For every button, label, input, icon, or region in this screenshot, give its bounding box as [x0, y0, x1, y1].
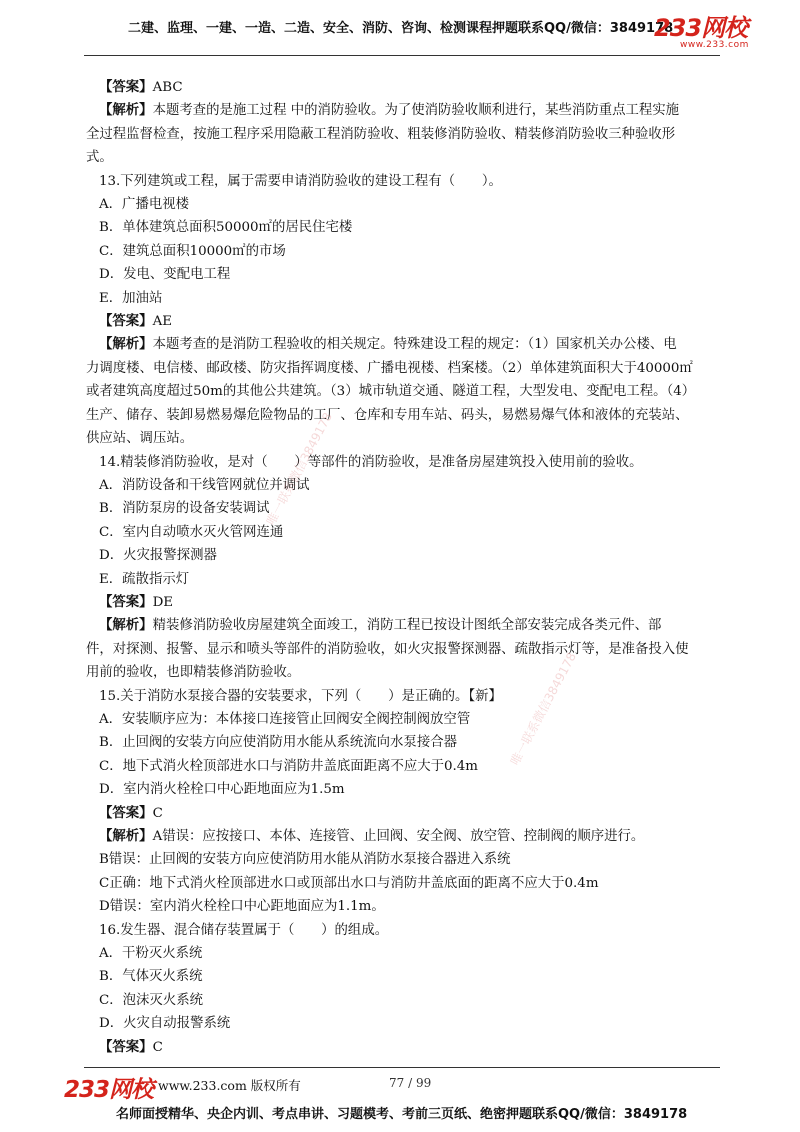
answer-line	[86, 333, 726, 356]
question-line: B．消防泵房的设备安装调试	[99, 501, 270, 517]
brand-logo-url: www.233.com	[680, 40, 749, 50]
line-text: AE	[152, 314, 173, 330]
line-tag: 【答案】	[99, 1038, 153, 1055]
line-text: 本题考查的是施工过程 中的消防验收。为了使消防验收顺利进行，某些消防重点工程实施	[152, 103, 680, 119]
header-divider	[84, 55, 720, 56]
header-contact-text: 二建、监理、一建、一造、二造、安全、消防、咨询、检测课程押题联系QQ/微信：3849178	[128, 21, 674, 36]
line-text: 精装修消防验收房屋建筑全面竣工，消防工程已按设计图纸全部安装完成各类元件、部	[152, 618, 662, 634]
line-tag: 【解析】	[99, 102, 153, 119]
question-line: C正确：地下式消火栓顶部进水口或顶部出水口与消防井盖底面的距离不应大于0.4m	[99, 875, 599, 891]
line-tag: 【解析】	[99, 617, 153, 634]
line-text: DE	[152, 594, 174, 610]
question-line: C．建筑总面积10000㎡的市场	[99, 243, 286, 259]
answer-line	[86, 1036, 726, 1059]
watermark: 唯一联系微信3849178	[507, 650, 580, 768]
footer-promo-text: 名师面授精华、央企内训、考点串讲、习题模考、考前三页纸、绝密押题联系QQ/微信：3849178	[116, 1107, 688, 1122]
line-text: C	[152, 1039, 163, 1055]
question-line: C．泡沫灭火系统	[99, 992, 203, 1008]
line-text: A错误：应按接口、本体、连接管、止回阀、安全阀、放空管、控制阀的顺序进行。	[152, 829, 645, 844]
question-line: A．干粉灭火系统	[99, 946, 203, 962]
answer-line	[86, 802, 726, 825]
line-text: C	[152, 805, 163, 821]
question-line: D错误：室内消火栓栓口中心距地面应为1.1m。	[99, 899, 385, 915]
paragraph-line: 或者建筑高度超过50m的其他公共建筑。（3）城市轨道交通、隧道工程，大型发电、变配电工程。（4）	[86, 384, 696, 400]
paragraph-line: 用前的验收，也即精装修消防验收。	[86, 665, 301, 681]
answer-line	[86, 99, 726, 122]
watermark: 唯一联系微信3849178	[263, 410, 336, 528]
page-header	[0, 0, 800, 58]
answer-line	[86, 591, 726, 614]
question-line: A．安装顺序应为：本体接口连接管止回阀安全阀控制阀放空管	[99, 711, 471, 727]
footer-copyright: www.233.com 版权所有	[158, 1078, 301, 1093]
line-tag: 【答案】	[99, 79, 153, 95]
paragraph-line: 件，对探测、报警、显示和喷头等部件的消防验收，如火灾报警探测器、疏散指示灯等，是准备投入使	[86, 641, 689, 657]
footer-divider	[84, 1067, 720, 1068]
question-line: D．火灾报警探测器	[99, 548, 217, 564]
question-line: A．消防设备和干线管网就位并调试	[99, 477, 310, 493]
question-line: D．室内消火栓栓口中心距地面应为1.5m	[99, 782, 345, 798]
answer-line	[86, 614, 726, 637]
question-line: B．气体灭火系统	[99, 969, 203, 985]
paragraph-line: 力调度楼、电信楼、邮政楼、防灾指挥调度楼、广播电视楼、档案楼。（2）单体建筑面积大于40000㎡	[86, 360, 693, 376]
question-line: C．地下式消火栓顶部进水口与消防井盖底面距离不应大于0.4m	[99, 758, 479, 774]
line-tag: 【答案】	[99, 804, 153, 821]
paragraph-line: 式。	[86, 150, 113, 166]
footer-logo: 233网校	[64, 1077, 154, 1103]
answer-line	[86, 76, 726, 99]
question-line: E．加油站	[99, 290, 163, 306]
line-tag: 【答案】	[99, 313, 153, 330]
line-text: ABC	[152, 80, 183, 95]
question-line: A．广播电视楼	[99, 197, 190, 213]
document-body	[86, 76, 726, 1059]
question-line: B．止回阀的安装方向应使消防用水能从系统流向水泵接合器	[99, 735, 457, 751]
question-line: 14.精装修消防验收，是对（ ）等部件的消防验收，是准备房屋建筑投入使用前的验收。	[99, 454, 643, 470]
paragraph-line: 供应站、调压站。	[86, 431, 194, 447]
question-line: B错误：止回阀的安装方向应使消防用水能从消防水泵接合器进入系统	[99, 852, 511, 868]
answer-line	[86, 310, 726, 333]
line-text: 本题考查的是消防工程验收的相关规定。特殊建设工程的规定：（1）国家机关办公楼、电	[152, 337, 677, 353]
paragraph-line: 全过程监督检查，按施工程序采用隐蔽工程消防验收、粗装修消防验收、精装修消防验收三种验收形	[86, 126, 676, 142]
answer-line	[86, 825, 726, 848]
question-line: 15.关于消防水泵接合器的安装要求，下列（ ）是正确的。【新】	[99, 688, 502, 704]
page-number: 77 / 99	[389, 1076, 432, 1090]
question-line: D．火灾自动报警系统	[99, 1016, 231, 1032]
line-tag: 【解析】	[99, 828, 153, 844]
line-tag: 【解析】	[99, 336, 153, 353]
question-line: E．疏散指示灯	[99, 571, 190, 587]
question-line: 13.下列建筑或工程，属于需要申请消防验收的建设工程有（ ）。	[99, 173, 502, 189]
question-line: 16.发生器、混合储存装置属于（ ）的组成。	[99, 922, 389, 938]
question-line: C．室内自动喷水灭火管网连通	[99, 524, 284, 540]
question-line: D．发电、变配电工程	[99, 267, 231, 283]
question-line: B．单体建筑总面积50000㎡的居民住宅楼	[99, 220, 353, 236]
line-tag: 【答案】	[99, 593, 153, 610]
brand-logo: 233网校	[654, 14, 748, 42]
paragraph-line: 生产、储存、装卸易燃易爆危险物品的工厂、仓库和专用车站、码头，易燃易爆气体和液体的充装站、	[86, 407, 689, 423]
